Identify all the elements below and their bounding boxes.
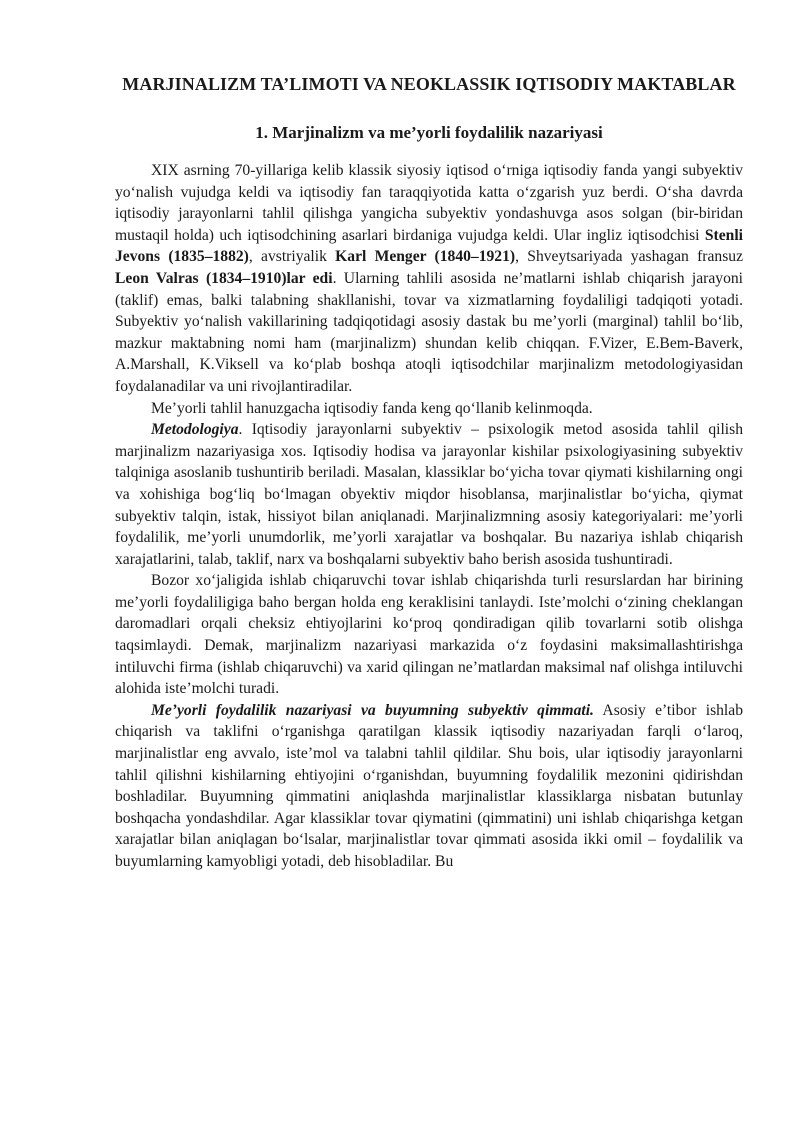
- section-heading: 1. Marjinalizm va me’yorli foydalilik nazariyasi: [255, 123, 603, 142]
- document-title: MARJINALIZM TA’LIMOTI VA NEOKLASSIK IQTISODIY MAKTABLAR: [122, 74, 736, 94]
- paragraph-text: , Shveytsariyada yashagan fransuz: [515, 248, 743, 266]
- paragraph-text: . Iqtisodiy jarayonlarni subyektiv – psixologik metod asosida tahlil qilish marjinalizm nazariyasiga xos. Iqtisodiy hodisa va jarayonlar kishilar psixologiyasining subyektiv talqiniga asoslanib tushuntirib beriladi. Masalan, klassiklar bo‘yicha tovar qiymati kishilarning ongi va xohishiga bog‘liq bo‘lmagan obyektiv miqdor hisoblansa, marjinalistlar bo‘yicha, qiymat subyektiv talqin, istak, hissiyot bilan aniqlanadi. Marjinalizmning asosiy kategoriyalari: me’yorli foydalilik, me’yorli unumdorlik, me’yorli xarajatlar va boshqalar. Bu nazariya ishlab chiqarish xarajatlarini, talab, taklif, narx va boshqalarni subyektiv baho berish asosida tushuntiradi.: [115, 421, 743, 568]
- author-menger: Karl Menger (1840–1921): [335, 248, 516, 266]
- methodology-lead: Metodologiya: [151, 421, 239, 439]
- paragraph-text: , avstriyalik: [248, 248, 336, 266]
- author-jevons: Stenli Jevons (1835–1882): [115, 226, 743, 266]
- paragraph-intro: [115, 160, 743, 398]
- paragraph-text: XIX asrning 70-yillariga kelib klassik siyosiy iqtisod o‘rniga iqtisodiy fanda yangi subyektiv yo‘nalish vujudga keldi va iqtisodiy fan taraqqiyotida katta o‘zgarish yuz berdi. O‘sha davrda iqtisodiy jarayonlarni tahlil qilishga yangicha subyektiv yondashuvga asos solgan (bir-biridan mustaqil holda) uch iqtisodchining asarlari birdaniga vujudga keldi. Ular ingliz iqtisodchisi: [115, 162, 743, 244]
- paragraph-text: Asosiy e’tibor ishlab chiqarish va taklifni o‘rganishga qaratilgan klassik iqtisodiy nazariyadan farqli o‘laroq, marjinalistlar eng avvalo, iste’mol va talabni tahlil qildilar. Shu bois, ular iqtisodiy jarayonlarni tahlil qilishni kishilarning ehtiyojini o‘rganishdan, buyumning foydalilik mezonini qidirishdan boshladilar. Buyumning qimmatini aniqlashda marjinalistlar klassiklarga nisbatan butunlay boshqacha yondashdilar. Agar klassiklar tovar qiymatini (qimmatini) uni ishlab chiqarishga ketgan xarajatlar bilan aniqlagan bo‘lsalar, marjinalistlar tovar qimmati asosida ikki omil – foydalilik va buyumlarning kamyobligi yotadi, deb hisobladilar. Bu: [115, 701, 743, 870]
- paragraph-utility-theory: [115, 700, 743, 873]
- utility-theory-lead: Me’yorli foydalilik nazariyasi va buyumning subyektiv qimmati.: [151, 701, 594, 719]
- paragraph-text: . Ularning tahlili asosida ne’matlarni ishlab chiqarish jarayoni (taklif) emas, balki talabning shakllanishi, tovar va xizmatlarning foydaliligi tadqiqoti yotadi. Subyektiv yo‘nalish vakillarining tadqiqotidagi asosiy dastak bu me’yorli (marginal) tahlil bo‘lib, mazkur maktabning nomi ham (marjinalizm) shundan kelib chiqqan. F.Vizer, E.Bem-Baverk, A.Marshall, K.Viksell va ko‘plab boshqa atoqli iqtisodchilar marjinalizm metodologiyasidan foydalanadilar va uni rivojlantiradilar.: [115, 269, 743, 395]
- paragraph-marginal-analysis: Me’yorli tahlil hanuzgacha iqtisodiy fanda keng qo‘llanib kelinmoqda.: [151, 399, 593, 417]
- paragraph-methodology: [115, 419, 743, 570]
- author-walras: Leon Valras (1834–1910)lar edi: [115, 269, 333, 287]
- document-page: [115, 72, 743, 873]
- paragraph-market: Bozor xo‘jaligida ishlab chiqaruvchi tovar ishlab chiqarishda turli resurslardan har birining me’yorli foydaliligiga baho bergan holda eng keraklisini tanlaydi. Iste’molchi o‘zining cheklangan daromadlari orqali cheksiz ehtiyojlarini ko‘proq qondiradigan qilib tovarlarni sotib olishga taqsimlaydi. Demak, marjinalizm nazariyasi markazida o‘z foydasini maksimallashtirishga intiluvchi firma (ishlab chiqaruvchi) va xarid qilingan ne’matlardan maksimal naf olishga intiluvchi alohida iste’molchi turadi.: [115, 572, 743, 698]
